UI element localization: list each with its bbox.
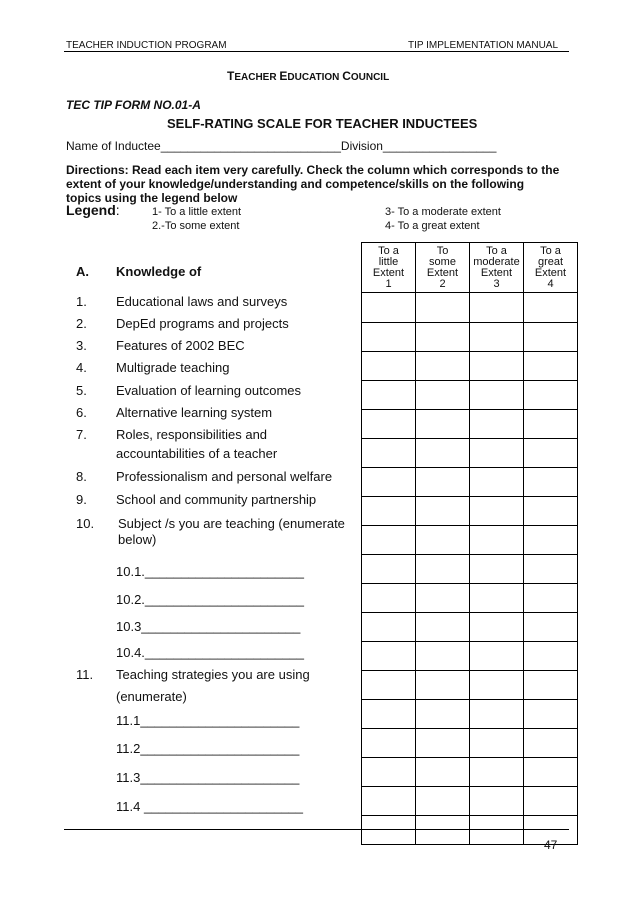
rating-cell-3[interactable] (470, 410, 524, 439)
rating-cell-3[interactable] (470, 613, 524, 642)
rating-row (362, 468, 578, 497)
directions-line-1: Directions: Read each item very carefully. Check the column which corresponds to the (66, 163, 560, 177)
rating-cell-1[interactable] (362, 381, 416, 410)
rating-cell-1[interactable] (362, 555, 416, 584)
form-title: SELF-RATING SCALE FOR TEACHER INDUCTEES (167, 116, 478, 131)
directions-line-2: extent of your knowledge/understanding and competence/skills on the following (66, 177, 525, 191)
rating-row (362, 410, 578, 439)
blank-entry[interactable]: 10.4.______________________ (116, 645, 304, 660)
rating-row (362, 787, 578, 816)
rating-cell-2[interactable] (416, 439, 470, 468)
item-text: Evaluation of learning outcomes (116, 383, 302, 398)
rating-row (362, 700, 578, 729)
rating-cell-3[interactable] (470, 729, 524, 758)
rating-cell-2[interactable] (416, 323, 470, 352)
item-number: 9. (76, 492, 87, 507)
rating-cell-3[interactable] (470, 526, 524, 555)
rating-cell-3[interactable] (470, 323, 524, 352)
council-heading: TEACHER EDUCATION COUNCIL (227, 69, 390, 83)
page-number: 47 (544, 838, 558, 852)
item-number: 7. (76, 427, 87, 442)
rating-cell-3[interactable] (470, 468, 524, 497)
rating-cell-4[interactable] (524, 642, 578, 671)
rating-row (362, 584, 578, 613)
rating-cell-4[interactable] (524, 439, 578, 468)
rating-cell-2[interactable] (416, 758, 470, 787)
blank-entry[interactable]: 11.3______________________ (116, 770, 300, 785)
blank-entry[interactable]: 10.1.______________________ (116, 564, 304, 579)
rating-row (362, 613, 578, 642)
blank-entry[interactable]: 11.4 ______________________ (116, 799, 304, 814)
rating-cell-3[interactable] (470, 381, 524, 410)
rating-cell-3[interactable] (470, 555, 524, 584)
rating-cell-2[interactable] (416, 700, 470, 729)
rating-cell-2[interactable] (416, 497, 470, 526)
rating-cell-3[interactable] (470, 816, 524, 845)
rating-cell-3[interactable] (470, 787, 524, 816)
rating-cell-2[interactable] (416, 613, 470, 642)
rating-cell-4[interactable] (524, 381, 578, 410)
item-text-continued: (enumerate) (116, 689, 187, 704)
item-number: 3. (76, 338, 87, 353)
rating-cell-4[interactable] (524, 584, 578, 613)
item-number: 8. (76, 469, 87, 484)
rating-cell-1[interactable] (362, 584, 416, 613)
item-number: 2. (76, 316, 87, 331)
rating-cell-2[interactable] (416, 468, 470, 497)
rating-cell-4[interactable] (524, 787, 578, 816)
rating-cell-3[interactable] (470, 497, 524, 526)
rating-cell-1[interactable] (362, 642, 416, 671)
item-number: 10. (76, 516, 95, 531)
running-header-left: TEACHER INDUCTION PROGRAM (66, 40, 227, 51)
rating-grid (361, 242, 578, 845)
rating-cell-1[interactable] (362, 700, 416, 729)
rating-cell-1[interactable] (362, 613, 416, 642)
header-rule (64, 51, 569, 52)
item-text: Roles, responsibilities and (116, 427, 268, 442)
rating-row (362, 293, 578, 323)
item-text: Features of 2002 BEC (116, 338, 245, 353)
rating-cell-4[interactable] (524, 293, 578, 323)
rating-cell-2[interactable] (416, 352, 470, 381)
item-text: DepEd programs and projects (116, 316, 289, 331)
rating-cell-4[interactable] (524, 526, 578, 555)
directions-line-3: topics using the legend below (66, 191, 238, 205)
rating-cell-2[interactable] (416, 787, 470, 816)
col-header-1: To a little Extent 1 (362, 243, 416, 293)
rating-row (362, 439, 578, 468)
rating-row (362, 323, 578, 352)
blank-entry[interactable]: 10.2.______________________ (116, 592, 304, 607)
blank-entry[interactable]: 10.3______________________ (116, 619, 301, 634)
item-text: Teaching strategies you are using (116, 667, 310, 682)
item-number: 6. (76, 405, 87, 420)
rating-row (362, 497, 578, 526)
rating-cell-4[interactable] (524, 323, 578, 352)
rating-cell-1[interactable] (362, 816, 416, 845)
rating-header-row (362, 243, 578, 293)
item-number: 4. (76, 360, 87, 375)
rating-cell-4[interactable] (524, 729, 578, 758)
rating-cell-1[interactable] (362, 758, 416, 787)
rating-cell-4[interactable] (524, 468, 578, 497)
legend-item-3: 3- To a moderate extent (385, 206, 501, 218)
rating-cell-3[interactable] (470, 758, 524, 787)
rating-cell-1[interactable] (362, 468, 416, 497)
item-number: 1. (76, 294, 87, 309)
item-text-continued: accountabilities of a teacher (116, 446, 278, 461)
col-header-2: To some Extent 2 (416, 243, 470, 293)
rating-cell-3[interactable] (470, 584, 524, 613)
rating-row (362, 642, 578, 671)
col-header-4: To a great Extent 4 (524, 243, 578, 293)
footer-rule (64, 829, 569, 830)
blank-entry[interactable]: 11.1______________________ (116, 713, 300, 728)
rating-cell-3[interactable] (470, 671, 524, 700)
rating-cell-3[interactable] (470, 439, 524, 468)
item-text: Multigrade teaching (116, 360, 230, 375)
item-text: Subject /s you are teaching (enumerate (118, 516, 345, 531)
rating-cell-4[interactable] (524, 352, 578, 381)
rating-cell-2[interactable] (416, 671, 470, 700)
rating-cell-2[interactable] (416, 526, 470, 555)
rating-cell-2[interactable] (416, 381, 470, 410)
col-header-3: To a moderate Extent 3 (470, 243, 524, 293)
rating-cell-4[interactable] (524, 613, 578, 642)
item-number: 5. (76, 383, 87, 398)
rating-cell-4[interactable] (524, 671, 578, 700)
item-text: School and community partnership (116, 492, 317, 507)
name-division-line: Name of Inductee___________________________Division_________________ (66, 139, 497, 153)
rating-cell-4[interactable] (524, 410, 578, 439)
rating-cell-2[interactable] (416, 410, 470, 439)
rating-cell-4[interactable] (524, 497, 578, 526)
rating-cell-2[interactable] (416, 555, 470, 584)
item-text-continued: below) (118, 532, 157, 547)
rating-cell-1[interactable] (362, 352, 416, 381)
rating-cell-1[interactable] (362, 526, 416, 555)
legend-item-1: 1- To a little extent (152, 206, 242, 218)
legend-item-2: 2.-To some extent (152, 220, 240, 232)
legend-label: Legend: (66, 202, 120, 218)
rating-cell-1[interactable] (362, 323, 416, 352)
rating-cell-3[interactable] (470, 642, 524, 671)
rating-row (362, 671, 578, 700)
legend-item-4: 4- To a great extent (385, 220, 480, 232)
section-letter: A. (76, 264, 89, 279)
rating-cell-3[interactable] (470, 293, 524, 323)
rating-cell-4[interactable] (524, 555, 578, 584)
rating-row (362, 381, 578, 410)
rating-row (362, 729, 578, 758)
rating-cell-2[interactable] (416, 584, 470, 613)
item-text: Educational laws and surveys (116, 294, 288, 309)
rating-row (362, 352, 578, 381)
rating-row (362, 758, 578, 787)
form-code: TEC TIP FORM NO.01-A (66, 98, 201, 112)
rating-cell-2[interactable] (416, 293, 470, 323)
rating-cell-1[interactable] (362, 293, 416, 323)
rating-cell-1[interactable] (362, 787, 416, 816)
blank-entry[interactable]: 11.2______________________ (116, 741, 300, 756)
rating-cell-1[interactable] (362, 671, 416, 700)
item-text: Alternative learning system (116, 405, 273, 420)
section-title: Knowledge of (116, 264, 202, 279)
rating-row (362, 555, 578, 584)
rating-cell-2[interactable] (416, 642, 470, 671)
item-number: 11. (76, 667, 94, 682)
rating-cell-1[interactable] (362, 410, 416, 439)
rating-cell-2[interactable] (416, 816, 470, 845)
rating-cell-4[interactable] (524, 700, 578, 729)
rating-cell-1[interactable] (362, 439, 416, 468)
running-header-right: TIP IMPLEMENTATION MANUAL (408, 40, 559, 51)
rating-cell-1[interactable] (362, 729, 416, 758)
rating-cell-1[interactable] (362, 497, 416, 526)
rating-cell-3[interactable] (470, 352, 524, 381)
rating-cell-3[interactable] (470, 700, 524, 729)
rating-cell-2[interactable] (416, 729, 470, 758)
item-text: Professionalism and personal welfare (116, 469, 333, 484)
rating-row (362, 526, 578, 555)
rating-cell-4[interactable] (524, 758, 578, 787)
